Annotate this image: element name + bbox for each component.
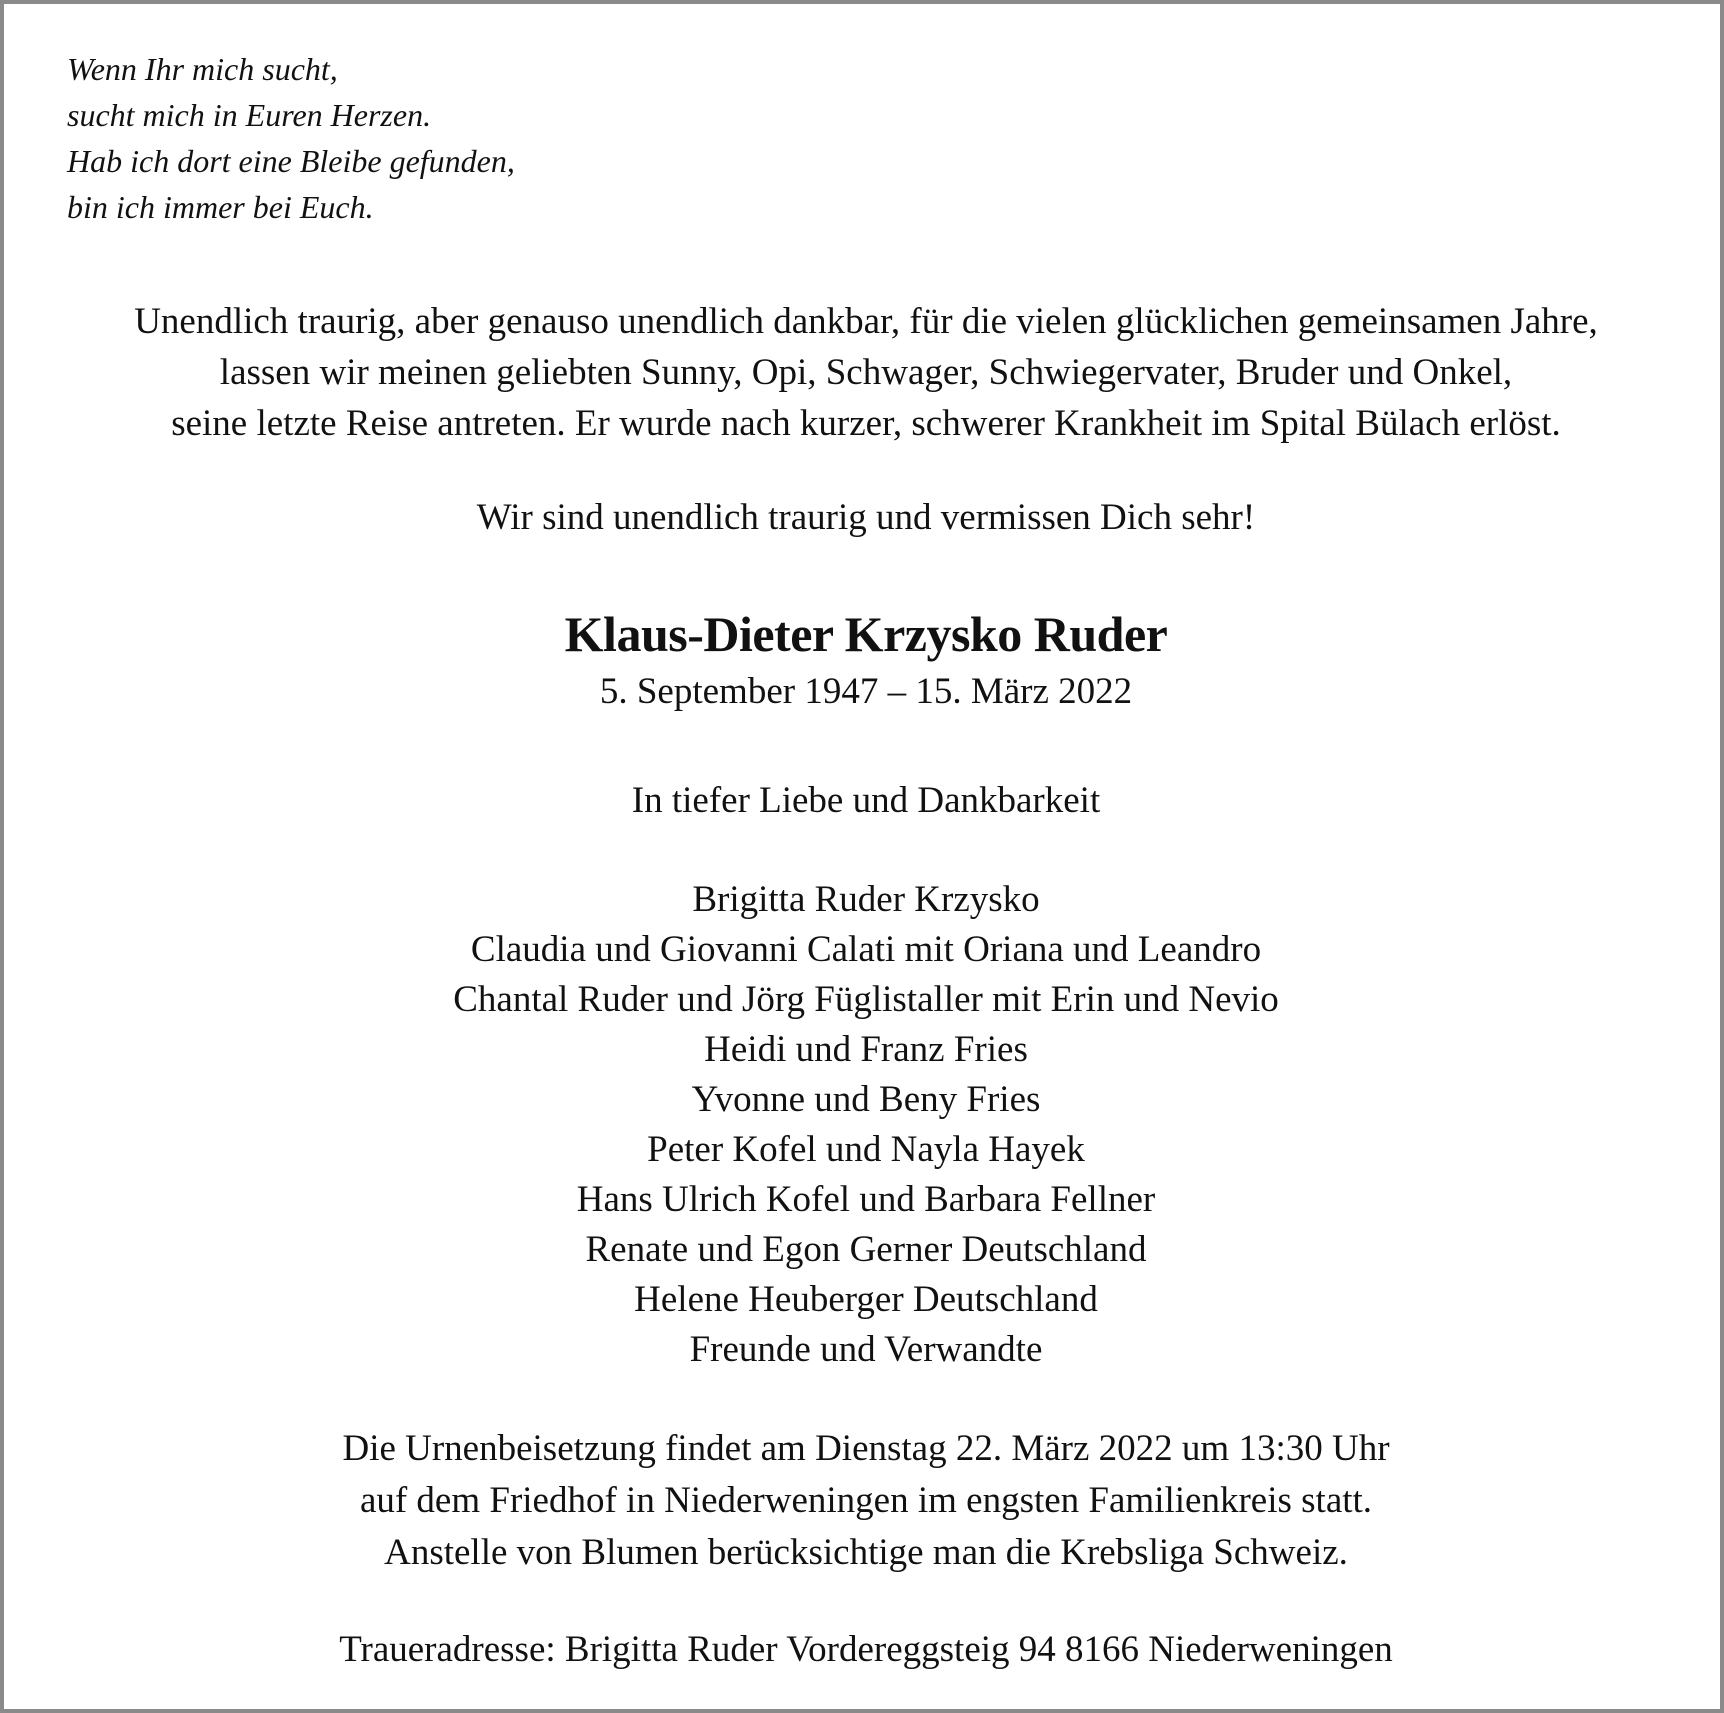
mourner-entry: Freunde und Verwandte: [689, 1329, 1043, 1370]
life-dates: [4, 668, 1724, 716]
mourners-list: [4, 875, 1724, 1375]
funeral-line: Die Urnenbeisetzung findet am Dienstag 22. März 2022 um 13:30 Uhr: [342, 1428, 1390, 1469]
mourner-entry: Yvonne und Beny Fries: [691, 1079, 1041, 1120]
mourner-entry: Chantal Ruder und Jörg Füglistaller mit Erin und Nevio: [453, 979, 1279, 1020]
intro-paragraph: [4, 296, 1724, 449]
deceased-name-text: Klaus-Dieter Krzysko Ruder: [564, 606, 1168, 662]
missing-message-text: Wir sind unendlich traurig und vermissen Dich sehr!: [476, 497, 1256, 538]
life-dates-text: 5. September 1947 – 15. März 2022: [599, 671, 1133, 712]
poem-line: sucht mich in Euren Herzen.: [67, 97, 432, 133]
intro-line: seine letzte Reise antreten. Er wurde nach kurzer, schwerer Krankheit im Spital Bülach erlöst.: [171, 403, 1561, 444]
mourner-entry: Claudia und Giovanni Calati mit Oriana und Leandro: [470, 929, 1262, 970]
intro-line: lassen wir meinen geliebten Sunny, Opi, Schwager, Schwiegervater, Bruder und Onkel,: [219, 352, 1513, 393]
mourner-entry: Helene Heuberger Deutschland: [634, 1279, 1098, 1320]
funeral-line: auf dem Friedhof in Niederweningen im engsten Familienkreis statt.: [359, 1480, 1373, 1521]
poem-line: Wenn Ihr mich sucht,: [67, 51, 338, 87]
closing-phrase: [4, 777, 1724, 825]
mourning-address-text: Traueradresse: Brigitta Ruder Vordereggsteig 94 8166 Niederweningen: [339, 1629, 1393, 1670]
mourner-entry: Peter Kofel und Nayla Hayek: [647, 1129, 1085, 1170]
poem: [67, 46, 515, 230]
mourning-address: [4, 1626, 1724, 1674]
mourner-entry: Renate und Egon Gerner Deutschland: [585, 1229, 1147, 1270]
mourner-entry: Heidi und Franz Fries: [704, 1029, 1028, 1070]
deceased-name: [4, 602, 1724, 666]
poem-line: Hab ich dort eine Bleibe gefunden,: [67, 143, 515, 179]
missing-message: [4, 494, 1724, 542]
intro-line: Unendlich traurig, aber genauso unendlich dankbar, für die vielen glücklichen gemeinsamen Jahre,: [134, 301, 1598, 342]
closing-phrase-text: In tiefer Liebe und Dankbarkeit: [631, 780, 1101, 821]
mourner-entry: Brigitta Ruder Krzysko: [692, 879, 1040, 920]
poem-line: bin ich immer bei Euch.: [67, 189, 374, 225]
funeral-details: [4, 1423, 1724, 1579]
funeral-line: Anstelle von Blumen berücksichtige man die Krebsliga Schweiz.: [384, 1532, 1348, 1573]
mourner-entry: Hans Ulrich Kofel und Barbara Fellner: [576, 1179, 1156, 1220]
